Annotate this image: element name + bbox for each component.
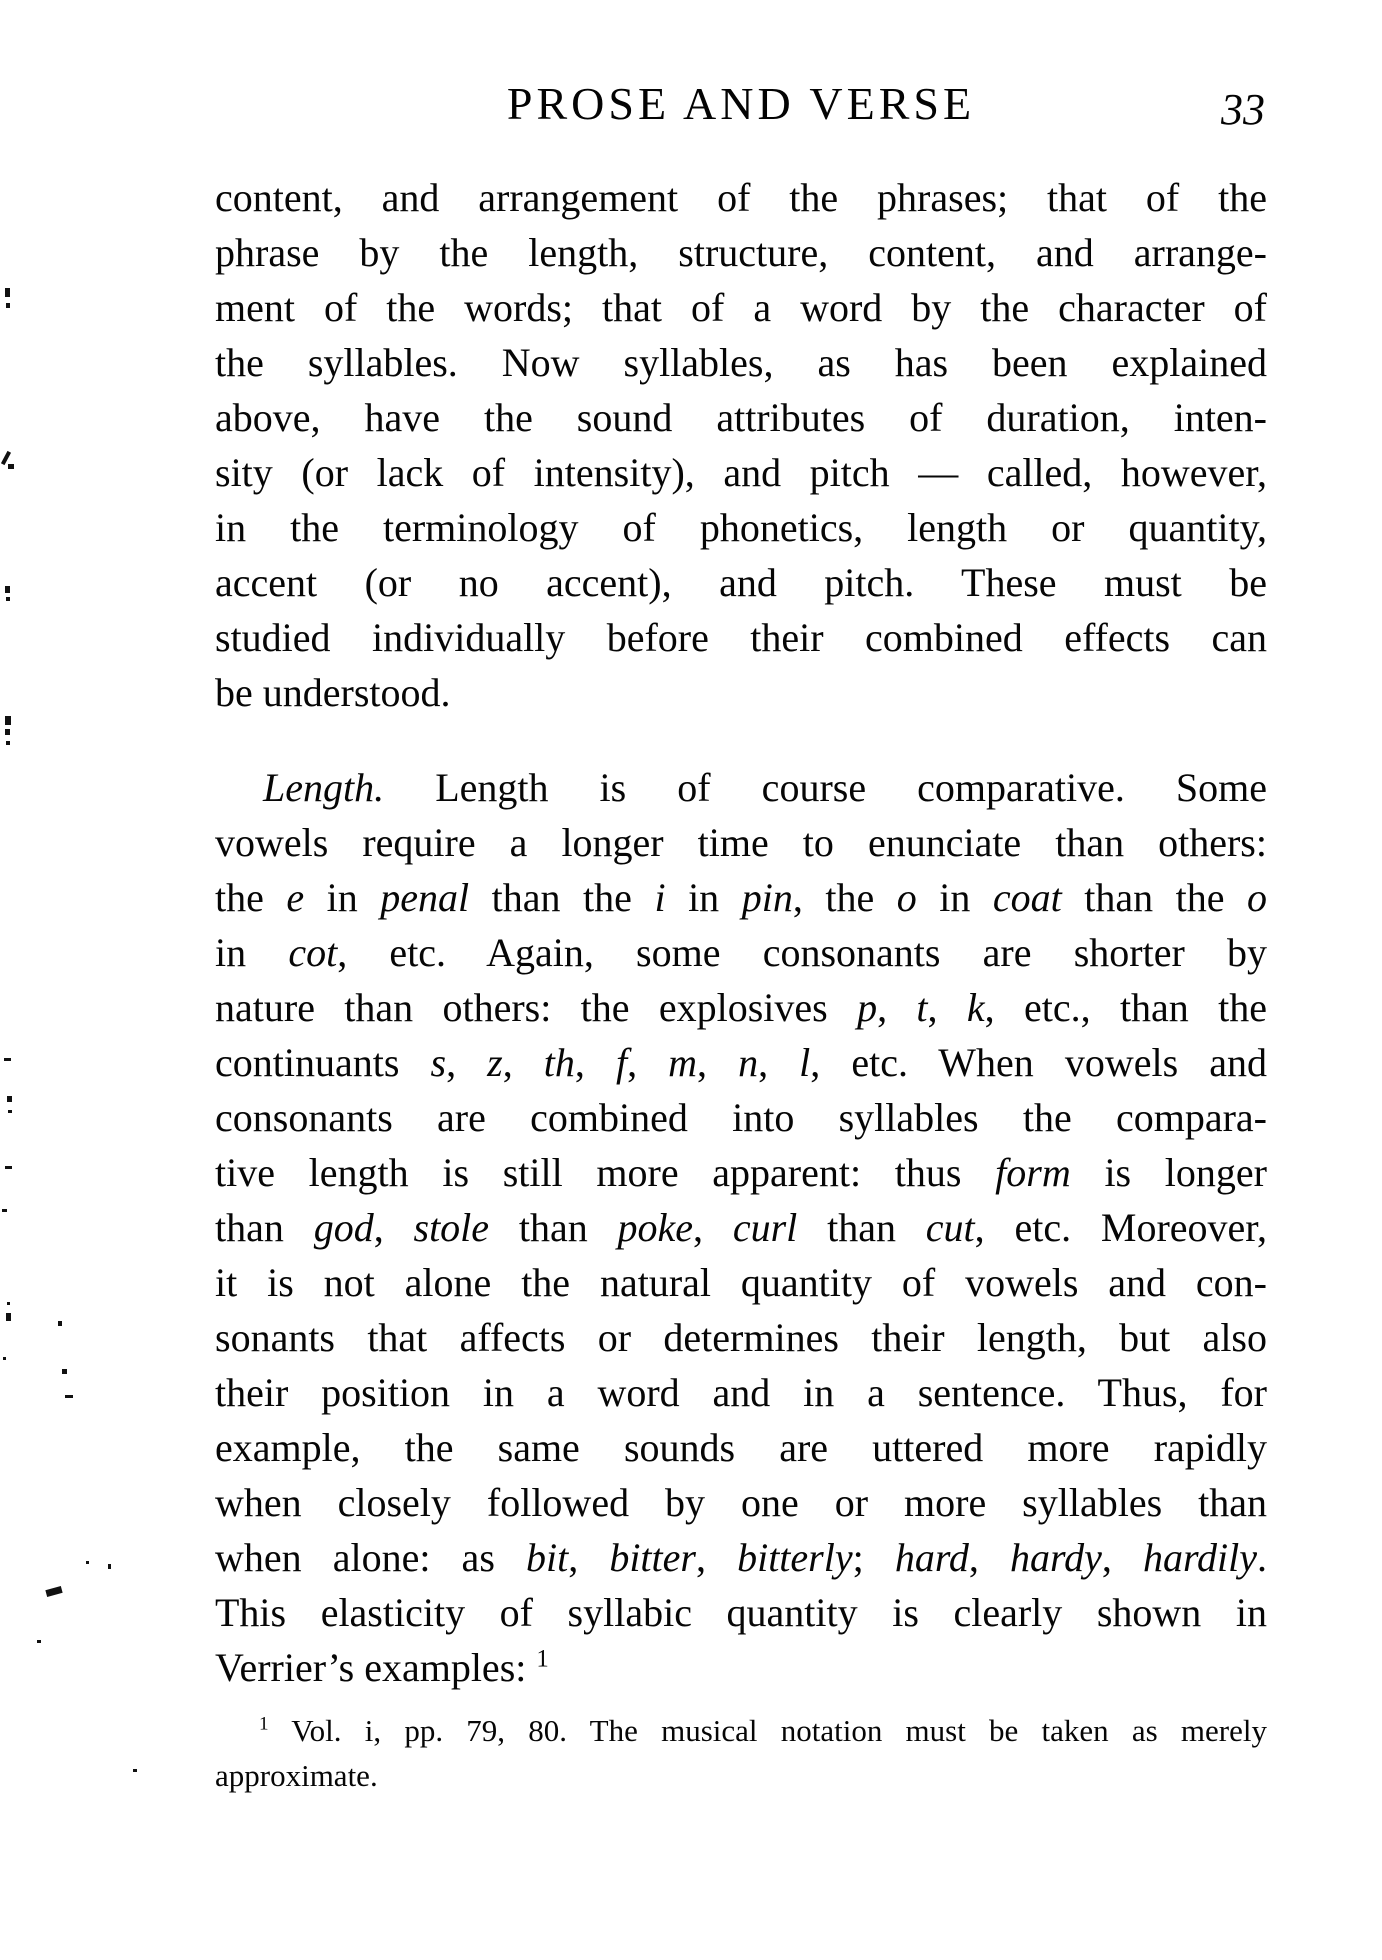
italic-text: penal <box>380 875 470 920</box>
footnote-block <box>215 1708 1267 1798</box>
text-line <box>215 1640 1267 1695</box>
text-segment: when closely followed by one or more syllables than <box>215 1480 1267 1525</box>
footnote-reference: 1 <box>536 1645 549 1673</box>
italic-text: o <box>1247 875 1267 920</box>
scan-speck <box>7 1302 10 1305</box>
text-segment: , <box>568 1535 610 1580</box>
footnote-reference: 1 <box>259 1713 269 1735</box>
text-segment: their position in a word and in a sentence. Thus, for <box>215 1370 1267 1415</box>
text-segment: , <box>574 1040 616 1085</box>
italic-text: god <box>313 1205 374 1250</box>
italic-text: curl <box>732 1205 798 1250</box>
scan-speck <box>5 586 10 593</box>
scan-speck <box>8 464 14 469</box>
text-segment: , <box>758 1040 800 1085</box>
text-line <box>215 445 1267 500</box>
text-line <box>215 170 1267 225</box>
italic-text: coat <box>992 875 1062 920</box>
scan-speck <box>6 1313 11 1321</box>
scan-speck <box>6 741 10 745</box>
text-segment: is longer <box>1070 1150 1267 1195</box>
scan-speck <box>45 1586 62 1597</box>
scan-speck <box>108 1564 111 1569</box>
scan-speck <box>86 1561 89 1564</box>
text-segment: above, have the sound attributes of duration, inten- <box>215 395 1267 440</box>
text-line <box>215 1255 1267 1310</box>
italic-text: o <box>896 875 917 920</box>
text-line <box>215 390 1267 445</box>
text-segment: nature than others: the explosives <box>215 985 858 1030</box>
italic-text: bitter <box>609 1535 696 1580</box>
text-line <box>215 1753 1267 1798</box>
text-segment: be understood. <box>215 670 451 715</box>
text-line <box>215 1090 1267 1145</box>
text-segment: than <box>797 1205 926 1250</box>
scan-speck <box>7 1096 12 1102</box>
scan-speck <box>62 1369 67 1374</box>
text-segment: tive length is still more apparent: thus <box>215 1150 996 1195</box>
text-segment: , <box>927 985 967 1030</box>
italic-text: hard <box>894 1535 969 1580</box>
text-segment: in the terminology of phonetics, length or quantity, <box>215 505 1267 550</box>
text-segment: Length is of course comparative. Some <box>384 765 1267 810</box>
text-line <box>215 225 1267 280</box>
italic-text: s <box>430 1040 447 1085</box>
text-segment: ; <box>852 1535 895 1580</box>
text-segment: in <box>916 875 993 920</box>
scan-speck <box>6 597 10 601</box>
text-segment: when alone: as <box>215 1535 526 1580</box>
italic-text: bit <box>525 1535 569 1580</box>
text-segment: studied individually before their combined effects can <box>215 615 1267 660</box>
text-segment: in <box>665 875 742 920</box>
text-line <box>215 815 1267 870</box>
text-line <box>215 610 1267 665</box>
text-segment: than <box>215 1205 314 1250</box>
italic-text: t <box>916 985 928 1030</box>
text-segment: than the <box>1061 875 1247 920</box>
text-segment: in <box>215 930 289 975</box>
text-segment: Vol. i, pp. 79, 80. The musical notation must be taken as merely <box>268 1713 1267 1748</box>
text-line <box>215 1530 1267 1585</box>
scan-speck <box>3 1357 6 1360</box>
italic-text: hardily <box>1142 1535 1258 1580</box>
text-segment: , <box>877 985 917 1030</box>
text-line <box>215 760 1267 815</box>
running-head-title: PROSE AND VERSE <box>506 78 976 129</box>
text-segment: , <box>693 1205 733 1250</box>
scan-speck <box>5 1166 12 1169</box>
text-segment: vowels require a longer time to enunciate than others: <box>215 820 1267 865</box>
text-segment: , <box>627 1040 669 1085</box>
text-segment: continuants <box>215 1040 431 1085</box>
text-line <box>215 1035 1267 1090</box>
text-segment: ment of the words; that of a word by the character of <box>215 285 1267 330</box>
text-line <box>215 335 1267 390</box>
text-line <box>215 1420 1267 1475</box>
text-segment: example, the same sounds are uttered more rapidly <box>215 1425 1267 1470</box>
scan-speck <box>4 1058 11 1061</box>
scan-speck <box>58 1321 62 1326</box>
body-paragraph-1 <box>215 170 1267 720</box>
text-segment: sonants that affects or determines their length, but also <box>215 1315 1267 1360</box>
text-segment: phrase by the length, structure, content, and arrange- <box>215 230 1267 275</box>
scan-speck <box>2 1209 7 1212</box>
italic-text: z <box>487 1040 503 1085</box>
italic-text: pin <box>741 875 793 920</box>
text-segment: consonants are combined into syllables the compara- <box>215 1095 1267 1140</box>
text-segment: , <box>697 1040 739 1085</box>
text-segment: it is not alone the natural quantity of vowels and con- <box>215 1260 1267 1305</box>
scan-speck <box>8 1110 12 1113</box>
text-segment: This elasticity of syllabic quantity is clearly shown in <box>215 1590 1267 1635</box>
text-line <box>215 1365 1267 1420</box>
italic-text: form <box>995 1150 1071 1195</box>
scan-speck <box>6 303 10 308</box>
italic-text: e <box>286 875 305 920</box>
scan-speck <box>5 716 11 725</box>
italic-text: p <box>857 985 878 1030</box>
text-line <box>215 665 1267 720</box>
text-line <box>215 555 1267 610</box>
italic-text: Length. <box>263 765 385 810</box>
italic-text: l <box>799 1040 811 1085</box>
italic-text: cut <box>925 1205 975 1250</box>
scan-speck <box>5 288 10 297</box>
text-segment: , <box>968 1535 1011 1580</box>
text-line <box>215 870 1267 925</box>
italic-text: th <box>543 1040 575 1085</box>
text-segment: , <box>695 1535 738 1580</box>
text-segment: the <box>215 875 287 920</box>
text-line <box>215 925 1267 980</box>
text-segment: , <box>502 1040 544 1085</box>
text-segment: , etc. Moreover, <box>974 1205 1268 1250</box>
body-paragraph-2 <box>215 760 1267 1695</box>
italic-text: k <box>966 985 985 1030</box>
page-header <box>215 80 1267 140</box>
text-segment: than the <box>469 875 655 920</box>
page-number: 33 <box>1221 85 1265 134</box>
scan-speck <box>1 451 11 465</box>
text-segment: sity (or lack of intensity), and pitch — called, however, <box>215 450 1267 495</box>
text-segment: , <box>446 1040 488 1085</box>
text-line <box>215 1200 1267 1255</box>
text-segment: approximate. <box>215 1758 378 1793</box>
italic-text: bitterly <box>737 1535 853 1580</box>
italic-text: i <box>654 875 666 920</box>
italic-text: stole <box>413 1205 490 1250</box>
italic-text: f <box>615 1040 628 1085</box>
text-segment: , etc., than the <box>984 985 1268 1030</box>
text-segment: . <box>1257 1535 1268 1580</box>
text-segment: Verrier’s examples: <box>215 1645 537 1690</box>
text-line <box>215 500 1267 555</box>
text-segment: accent (or no accent), and pitch. These must be <box>215 560 1267 605</box>
italic-text: hardy <box>1010 1535 1102 1580</box>
italic-text: poke <box>617 1205 694 1250</box>
scan-speck <box>37 1640 41 1643</box>
italic-text: n <box>738 1040 759 1085</box>
text-segment: than <box>489 1205 618 1250</box>
text-line <box>215 280 1267 335</box>
text-line <box>215 1475 1267 1530</box>
text-segment: the syllables. Now syllables, as has been explained <box>215 340 1267 385</box>
text-segment: in <box>304 875 381 920</box>
text-line <box>215 1145 1267 1200</box>
scan-speck <box>65 1395 73 1398</box>
scan-speck <box>133 1769 137 1772</box>
text-segment: , etc. Again, some consonants are shorter by <box>337 930 1267 975</box>
italic-text: m <box>668 1040 698 1085</box>
text-segment: , the <box>792 875 897 920</box>
scan-speck <box>5 729 10 735</box>
text-line <box>215 980 1267 1035</box>
italic-text: cot <box>288 930 338 975</box>
text-line <box>215 1708 1267 1753</box>
text-segment: , <box>373 1205 414 1250</box>
text-segment: , etc. When vowels and <box>810 1040 1268 1085</box>
text-segment: , <box>1101 1535 1143 1580</box>
text-line <box>215 1585 1267 1640</box>
text-segment: content, and arrangement of the phrases; that of the <box>215 175 1267 220</box>
text-line <box>215 1310 1267 1365</box>
